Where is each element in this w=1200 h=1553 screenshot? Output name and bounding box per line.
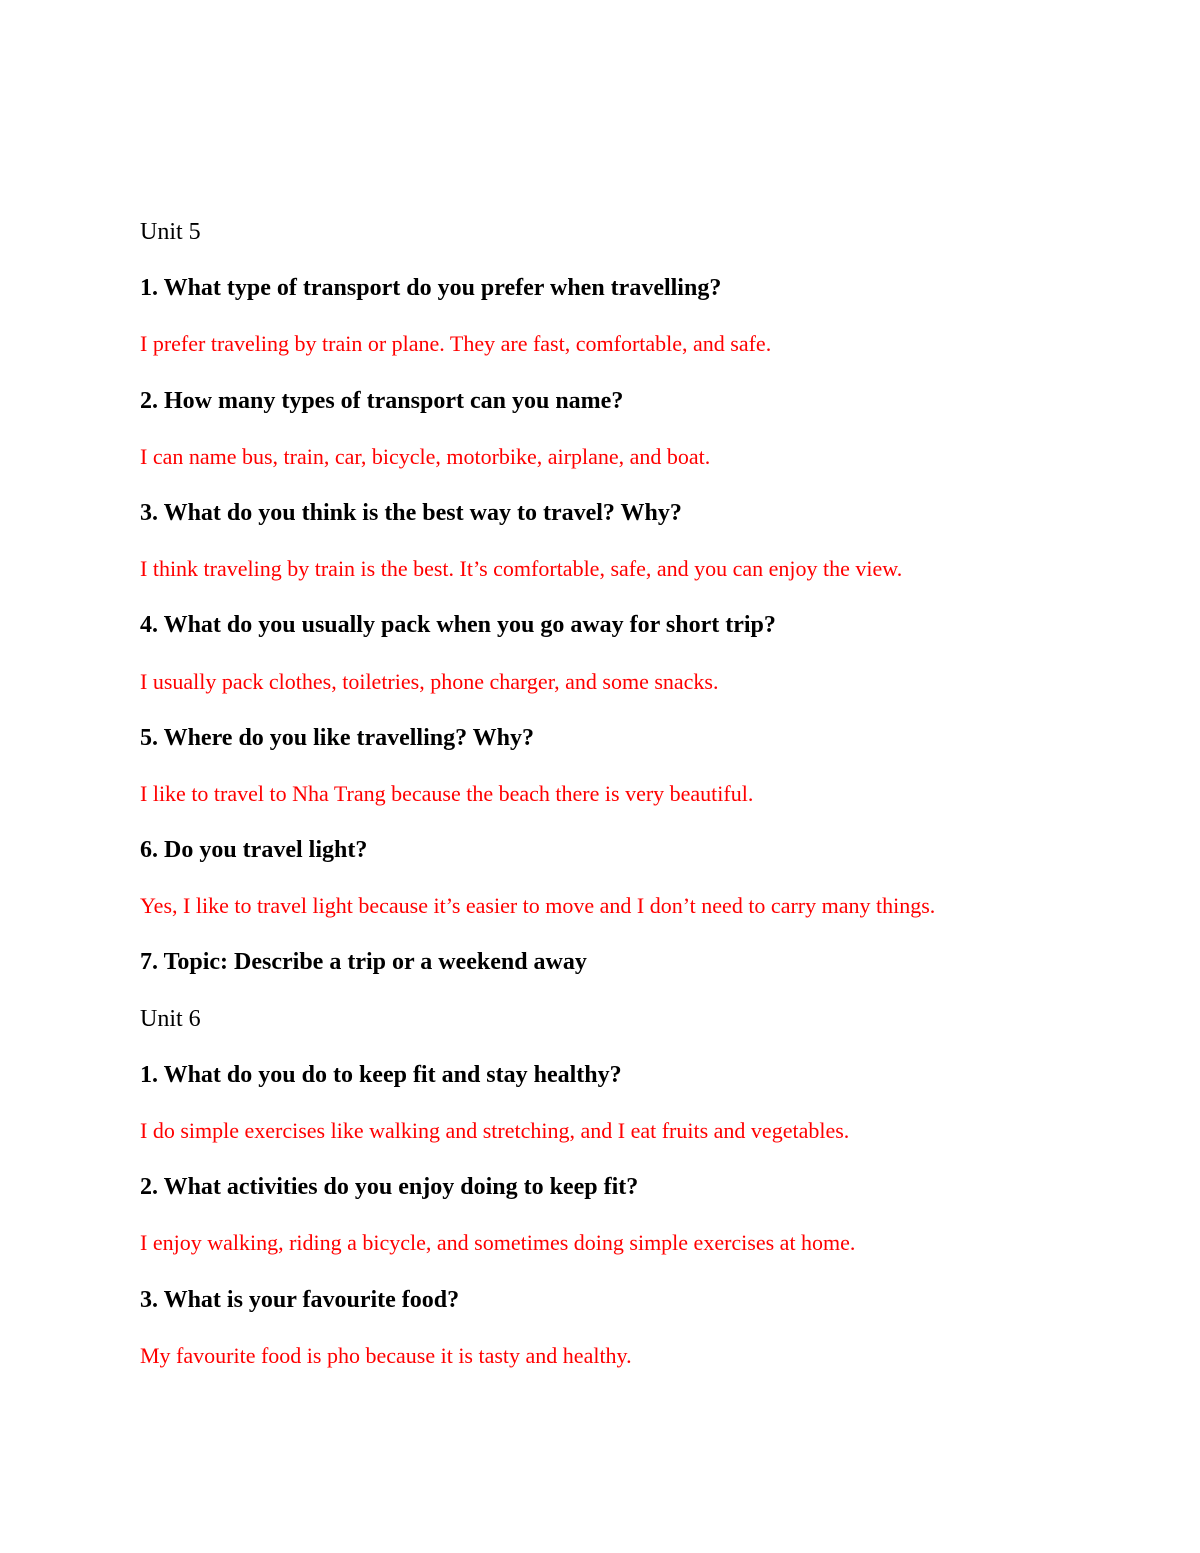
answer: I usually pack clothes, toiletries, phone charger, and some snacks. [140, 668, 719, 694]
question: 3. What is your favourite food? [140, 1286, 460, 1313]
answer: I enjoy walking, riding a bicycle, and sometimes doing simple exercises at home. [140, 1230, 856, 1256]
unit-heading: Unit 6 [140, 1005, 201, 1032]
answer: My favourite food is pho because it is tasty and healthy. [140, 1342, 632, 1368]
answer: I think traveling by train is the best. It’s comfortable, safe, and you can enjoy the view. [140, 556, 903, 582]
topic-question: 7. Topic: Describe a trip or a weekend away [140, 949, 587, 976]
question: 4. What do you usually pack when you go away for short trip? [140, 612, 776, 639]
question: 2. What activities do you enjoy doing to keep fit? [140, 1174, 639, 1201]
document-content [140, 218, 1080, 1398]
question: 2. How many types of transport can you name? [140, 387, 624, 414]
answer: I do simple exercises like walking and stretching, and I eat fruits and vegetables. [140, 1118, 850, 1143]
answer: Yes, I like to travel light because it’s easier to move and I don’t need to carry many things. [140, 893, 936, 919]
question: 1. What do you do to keep fit and stay healthy? [140, 1061, 622, 1088]
answer: I prefer traveling by train or plane. They are fast, comfortable, and safe. [140, 331, 772, 357]
question: 3. What do you think is the best way to travel? Why? [140, 499, 682, 526]
question: 1. What type of transport do you prefer when travelling? [140, 275, 722, 302]
answer: I can name bus, train, car, bicycle, motorbike, airplane, and boat. [140, 443, 711, 469]
unit-heading: Unit 5 [140, 219, 201, 245]
question: 6. Do you travel light? [140, 837, 368, 864]
question: 5. Where do you like travelling? Why? [140, 724, 535, 751]
answer: I like to travel to Nha Trang because the beach there is very beautiful. [140, 780, 754, 806]
